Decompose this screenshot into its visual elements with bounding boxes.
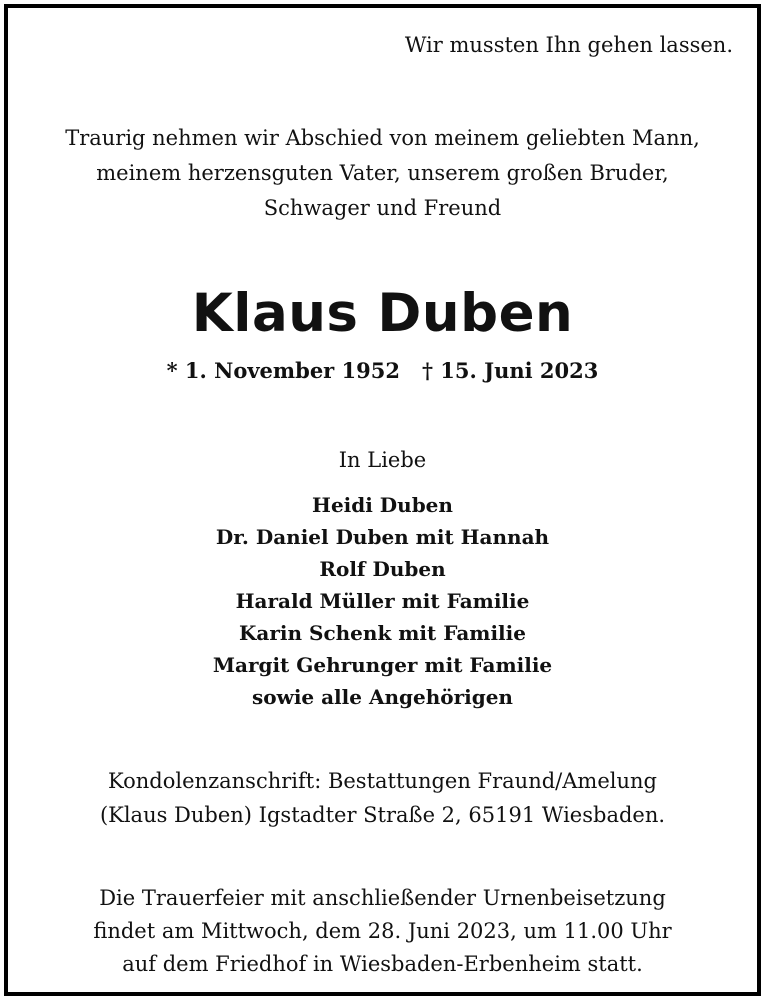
- mourner-name: Harald Müller mit Familie: [235, 589, 530, 613]
- address-line: (Klaus Duben) Igstadter Straße 2, 65191 Wiesbaden.: [99, 803, 666, 827]
- address-line: Kondolenzanschrift: Bestattungen Fraund/Amelung: [108, 769, 657, 793]
- mourner-name: Heidi Duben: [312, 493, 453, 517]
- in-love-text: In Liebe: [338, 448, 427, 472]
- obituary-notice: [4, 4, 761, 996]
- mourners-list: [8, 489, 757, 713]
- intro-line: Schwager und Freund: [263, 196, 502, 220]
- birth-date: * 1. November 1952: [166, 358, 401, 383]
- mourner-name: Dr. Daniel Duben mit Hannah: [215, 525, 550, 549]
- service-line: Die Trauerfeier mit anschließender Urnenbeisetzung: [99, 886, 666, 910]
- death-date: † 15. Juni 2023: [422, 358, 599, 383]
- motto-text: Wir mussten Ihn gehen lassen.: [404, 33, 733, 57]
- intro-line: Traurig nehmen wir Abschied von meinem geliebten Mann,: [65, 126, 700, 150]
- mourner-name: Karin Schenk mit Familie: [239, 621, 526, 645]
- funeral-service-info: [8, 882, 757, 981]
- service-line: auf dem Friedhof in Wiesbaden-Erbenheim statt.: [122, 952, 643, 976]
- deceased-name: Klaus Duben: [191, 283, 574, 344]
- mourner-name: sowie alle Angehörigen: [252, 685, 513, 709]
- intro-line: meinem herzensguten Vater, unserem großen Bruder,: [96, 161, 669, 185]
- life-dates: [8, 356, 757, 386]
- service-line: findet am Mittwoch, dem 28. Juni 2023, um 11.00 Uhr: [93, 919, 672, 943]
- intro-text: [8, 121, 757, 226]
- mourner-name: Margit Gehrunger mit Familie: [212, 653, 553, 677]
- mourner-name: Rolf Duben: [319, 557, 446, 581]
- condolence-address: [8, 764, 757, 832]
